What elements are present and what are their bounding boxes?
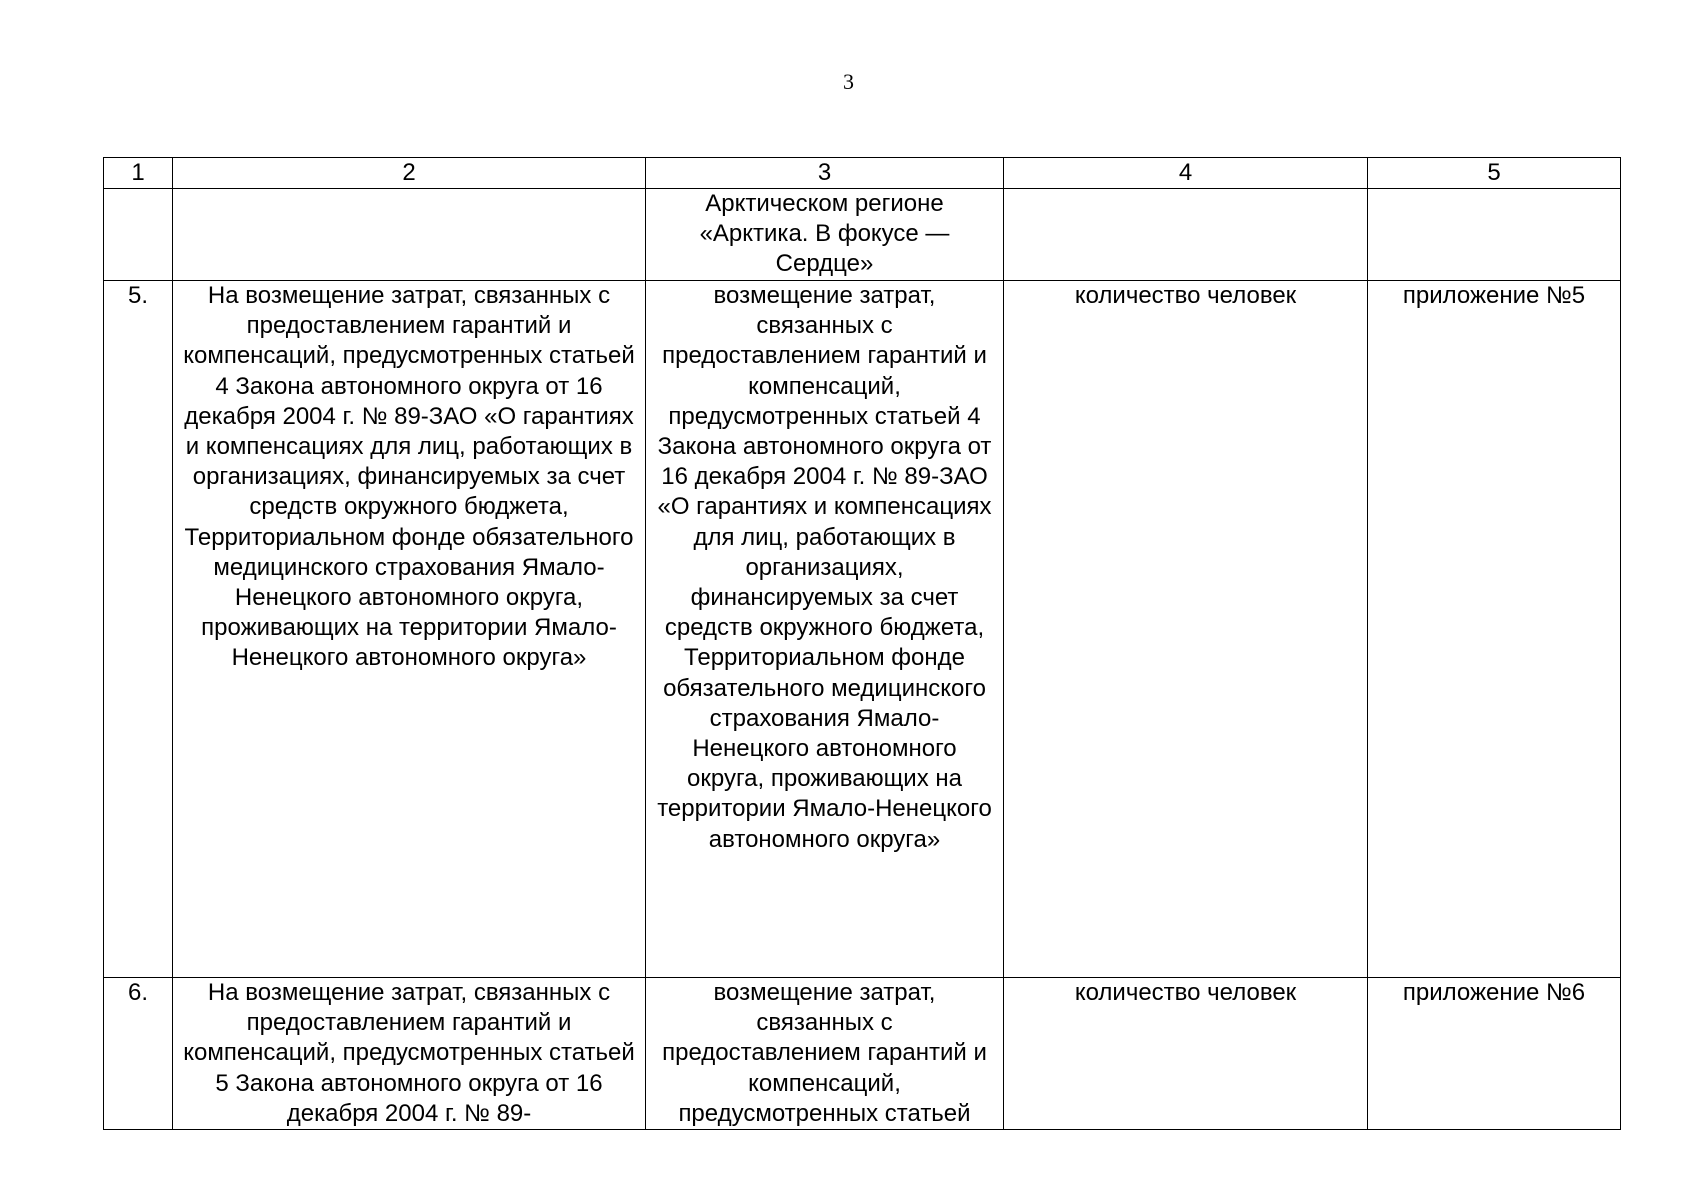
table-cell-number [104, 189, 173, 281]
table-cell-name: На возмещение затрат, связанных с предоставлением гарантий и компенсаций, предусмотренных статьей 5 Закона автономного округа от 16 декабря 2004 г. № 89- [173, 978, 646, 1130]
column-header: 3 [646, 158, 1004, 189]
column-header: 1 [104, 158, 173, 189]
table-cell-appendix: приложение №5 [1368, 281, 1621, 978]
table-cell-purpose: Арктическом регионе «Арктика. В фокусе — Сердце» [646, 189, 1004, 281]
table-cell-indicator: количество человек [1004, 978, 1368, 1130]
page-number: 3 [843, 69, 854, 94]
table-cell-appendix: приложение №6 [1368, 978, 1621, 1130]
table-cell-name: На возмещение затрат, связанных с предоставлением гарантий и компенсаций, предусмотренных статьей 4 Закона автономного округа от 16 декабря 2004 г. № 89-ЗАО «О гарантиях и компенсациях для лиц, работающих в организациях, финансируемых за счет средств окружного бюджета, Территориальном фонде обязательного медицинского страхования Ямало-Ненецкого автономного округа, проживающих на территории Ямало-Ненецкого автономного округа» [173, 281, 646, 978]
table-cell-indicator [1004, 189, 1368, 281]
table-cell-appendix [1368, 189, 1621, 281]
table-header-row [104, 158, 1621, 189]
column-header: 2 [173, 158, 646, 189]
data-table [103, 157, 1621, 1130]
table-row [104, 281, 1621, 978]
table-cell-purpose: возмещение затрат, связанных с предоставлением гарантий и компенсаций, предусмотренных статьей [646, 978, 1004, 1130]
column-header: 5 [1368, 158, 1621, 189]
table-cell-name [173, 189, 646, 281]
column-header: 4 [1004, 158, 1368, 189]
table-cell-number: 6. [104, 978, 173, 1130]
table-cell-purpose: возмещение затрат, связанных с предоставлением гарантий и компенсаций, предусмотренных статьей 4 Закона автономного округа от 16 декабря 2004 г. № 89-ЗАО «О гарантиях и компенсациях для лиц, работающих в организациях, финансируемых за счет средств окружного бюджета, Территориальном фонде обязательного медицинского страхования Ямало-Ненецкого автономного округа, проживающих на территории Ямало-Ненецкого автономного округа» [646, 281, 1004, 978]
table-cell-number: 5. [104, 281, 173, 978]
table-row [104, 978, 1621, 1130]
table-row [104, 189, 1621, 281]
table-cell-indicator: количество человек [1004, 281, 1368, 978]
